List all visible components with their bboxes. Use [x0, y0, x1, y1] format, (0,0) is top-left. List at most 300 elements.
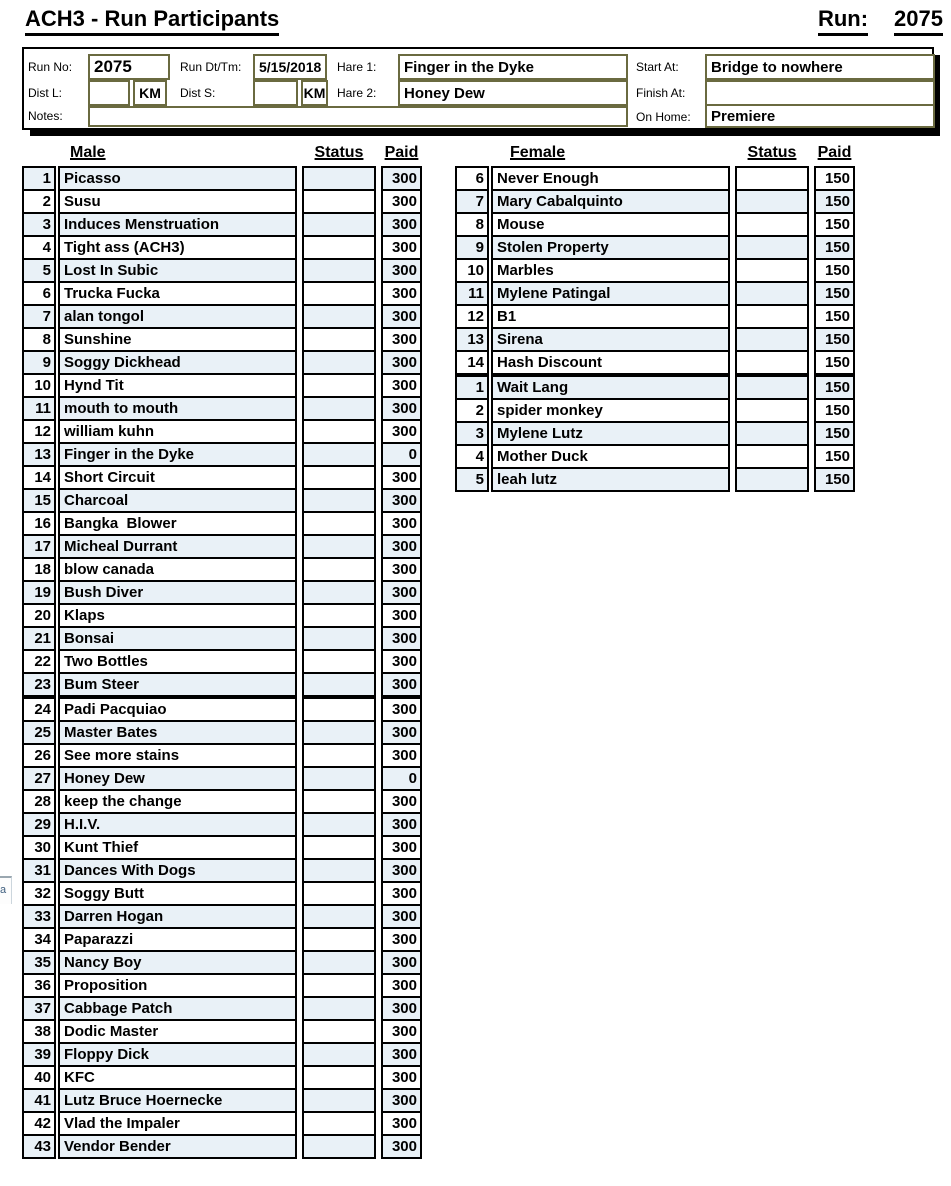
paid-amount-cell[interactable]: 0: [381, 766, 422, 791]
status-cell[interactable]: [302, 973, 376, 998]
paid-amount-cell[interactable]: 300: [381, 580, 422, 605]
page-title: ACH3 - Run Participants: [25, 6, 279, 36]
table-row: [22, 672, 425, 697]
table-row: [22, 1111, 425, 1136]
paid-amount-cell[interactable]: 300: [381, 626, 422, 651]
participant-name-cell[interactable]: Charcoal: [58, 488, 297, 513]
status-cell[interactable]: [302, 904, 376, 929]
row-number-cell[interactable]: 37: [22, 996, 56, 1021]
hare2-field[interactable]: Honey Dew: [398, 80, 628, 106]
status-cell[interactable]: [302, 835, 376, 860]
table-row: [455, 166, 858, 191]
dist-l-label: Dist L:: [28, 86, 63, 100]
table-row: [22, 396, 425, 421]
participant-name-cell[interactable]: Susu: [58, 189, 297, 214]
status-cell[interactable]: [302, 235, 376, 260]
row-number-cell[interactable]: 9: [455, 235, 489, 260]
status-cell[interactable]: [302, 304, 376, 329]
table-row: [455, 327, 858, 352]
on-home-field[interactable]: Premiere: [705, 104, 935, 128]
table-row: [455, 235, 858, 260]
participant-name-cell[interactable]: Dances With Dogs: [58, 858, 297, 883]
status-cell[interactable]: [302, 1042, 376, 1067]
table-row: [22, 626, 425, 651]
status-cell[interactable]: [302, 396, 376, 421]
paid-amount-cell[interactable]: 300: [381, 488, 422, 513]
status-cell[interactable]: [302, 350, 376, 375]
paid-amount-cell[interactable]: 300: [381, 212, 422, 237]
paid-amount-cell[interactable]: 150: [814, 327, 855, 352]
status-cell[interactable]: [302, 789, 376, 814]
finish-at-field[interactable]: [705, 80, 935, 106]
finish-at-label: Finish At:: [636, 86, 686, 100]
paid-amount-cell[interactable]: 150: [814, 304, 855, 329]
participant-name-cell[interactable]: KFC: [58, 1065, 297, 1090]
run-no-field[interactable]: 2075: [88, 54, 170, 80]
row-number-cell[interactable]: 7: [22, 304, 56, 329]
paid-amount-cell[interactable]: 300: [381, 1111, 422, 1136]
row-number-cell[interactable]: 14: [455, 350, 489, 375]
participant-name-cell[interactable]: Bum Steer: [58, 672, 297, 697]
status-cell[interactable]: [302, 511, 376, 536]
paid-amount-cell[interactable]: 300: [381, 396, 422, 421]
paid-amount-cell[interactable]: 150: [814, 398, 855, 423]
status-cell[interactable]: [302, 557, 376, 582]
row-number-cell[interactable]: 11: [22, 396, 56, 421]
status-cell[interactable]: [735, 444, 809, 469]
paid-amount-cell[interactable]: 300: [381, 373, 422, 398]
participant-name-cell[interactable]: Induces Menstruation: [58, 212, 297, 237]
participant-name-cell[interactable]: Sunshine: [58, 327, 297, 352]
status-cell[interactable]: [302, 697, 376, 722]
table-row: [22, 580, 425, 605]
participant-name-cell[interactable]: Bangka Blower: [58, 511, 297, 536]
participant-name-cell[interactable]: Trucka Fucka: [58, 281, 297, 306]
status-cell[interactable]: [735, 304, 809, 329]
row-number-cell[interactable]: 33: [22, 904, 56, 929]
status-cell[interactable]: [302, 258, 376, 283]
table-row: [22, 603, 425, 628]
paid-amount-cell[interactable]: 300: [381, 304, 422, 329]
row-number-cell[interactable]: 40: [22, 1065, 56, 1090]
paid-amount-cell[interactable]: 300: [381, 511, 422, 536]
paid-amount-cell[interactable]: 300: [381, 258, 422, 283]
participant-name-cell[interactable]: Vlad the Impaler: [58, 1111, 297, 1136]
participant-name-cell[interactable]: Lost In Subic: [58, 258, 297, 283]
participant-name-cell[interactable]: Bush Diver: [58, 580, 297, 605]
participant-name-cell[interactable]: william kuhn: [58, 419, 297, 444]
paid-amount-cell[interactable]: 300: [381, 465, 422, 490]
paid-amount-cell[interactable]: 300: [381, 973, 422, 998]
status-cell[interactable]: [302, 465, 376, 490]
participant-name-cell[interactable]: Micheal Durrant: [58, 534, 297, 559]
participant-name-cell[interactable]: B1: [491, 304, 730, 329]
row-number-cell[interactable]: 39: [22, 1042, 56, 1067]
participant-name-cell[interactable]: Floppy Dick: [58, 1042, 297, 1067]
status-cell[interactable]: [302, 858, 376, 883]
paid-amount-cell[interactable]: 300: [381, 858, 422, 883]
participant-name-cell[interactable]: Honey Dew: [58, 766, 297, 791]
participant-name-cell[interactable]: keep the change: [58, 789, 297, 814]
paid-amount-cell[interactable]: 300: [381, 166, 422, 191]
table-row: [22, 419, 425, 444]
paid-amount-cell[interactable]: 150: [814, 235, 855, 260]
table-row: [22, 1065, 425, 1090]
paid-amount-cell[interactable]: 300: [381, 812, 422, 837]
paid-amount-cell[interactable]: 300: [381, 789, 422, 814]
participant-name-cell[interactable]: Finger in the Dyke: [58, 442, 297, 467]
paid-amount-cell[interactable]: 300: [381, 603, 422, 628]
status-cell[interactable]: [302, 996, 376, 1021]
participant-name-cell[interactable]: H.I.V.: [58, 812, 297, 837]
row-number-cell[interactable]: 8: [22, 327, 56, 352]
status-cell[interactable]: [735, 398, 809, 423]
run-number: 2075: [894, 6, 943, 36]
row-number-cell[interactable]: 8: [455, 212, 489, 237]
paid-amount-cell[interactable]: 300: [381, 350, 422, 375]
participant-name-cell[interactable]: Dodic Master: [58, 1019, 297, 1044]
row-number-cell[interactable]: 14: [22, 465, 56, 490]
paid-amount-cell[interactable]: 300: [381, 1042, 422, 1067]
status-cell[interactable]: [302, 927, 376, 952]
row-number-cell[interactable]: 10: [455, 258, 489, 283]
table-row: [22, 858, 425, 883]
row-number-cell[interactable]: 26: [22, 743, 56, 768]
table-row: [22, 304, 425, 329]
participant-name-cell[interactable]: Bonsai: [58, 626, 297, 651]
table-row: [22, 720, 425, 745]
male-paid-column-header: Paid: [384, 144, 419, 161]
row-number-cell[interactable]: 15: [22, 488, 56, 513]
status-cell[interactable]: [735, 350, 809, 375]
status-cell[interactable]: [735, 258, 809, 283]
status-cell[interactable]: [735, 212, 809, 237]
paid-amount-cell[interactable]: 300: [381, 419, 422, 444]
row-number-cell[interactable]: 4: [455, 444, 489, 469]
paid-amount-cell[interactable]: 300: [381, 557, 422, 582]
participant-name-cell[interactable]: See more stains: [58, 743, 297, 768]
male-table: [22, 144, 425, 1159]
status-cell[interactable]: [302, 580, 376, 605]
run-no-label: Run No:: [28, 60, 73, 74]
table-row: [22, 649, 425, 674]
table-row: [455, 421, 858, 446]
table-row: [22, 327, 425, 352]
table-row: [22, 488, 425, 513]
paid-amount-cell[interactable]: 150: [814, 375, 855, 400]
row-number-cell[interactable]: 21: [22, 626, 56, 651]
participant-name-cell[interactable]: Picasso: [58, 166, 297, 191]
row-number-cell[interactable]: 3: [455, 421, 489, 446]
paid-amount-cell[interactable]: 300: [381, 950, 422, 975]
status-cell[interactable]: [302, 373, 376, 398]
status-cell[interactable]: [302, 1111, 376, 1136]
paid-amount-cell[interactable]: 300: [381, 720, 422, 745]
paid-amount-cell[interactable]: 150: [814, 281, 855, 306]
status-cell[interactable]: [735, 421, 809, 446]
female-table-body: [455, 166, 858, 492]
participant-name-cell[interactable]: Mylene Lutz: [491, 421, 730, 446]
row-number-cell[interactable]: 5: [22, 258, 56, 283]
female-table-title: Female: [510, 144, 566, 161]
dist-s-field[interactable]: [253, 80, 298, 106]
paid-amount-cell[interactable]: 150: [814, 189, 855, 214]
paid-amount-cell[interactable]: 300: [381, 1088, 422, 1113]
status-cell[interactable]: [302, 212, 376, 237]
participant-name-cell[interactable]: Sirena: [491, 327, 730, 352]
row-number-cell[interactable]: 6: [455, 166, 489, 191]
table-row: [22, 881, 425, 906]
female-paid-column-header: Paid: [817, 144, 852, 161]
status-cell[interactable]: [302, 766, 376, 791]
row-number-cell[interactable]: 1: [455, 375, 489, 400]
male-table-section: [22, 166, 425, 697]
start-at-label: Start At:: [636, 60, 679, 74]
row-number-cell[interactable]: 35: [22, 950, 56, 975]
female-table-section: [455, 166, 858, 375]
row-number-cell[interactable]: 13: [22, 442, 56, 467]
status-cell[interactable]: [302, 743, 376, 768]
row-number-cell[interactable]: 30: [22, 835, 56, 860]
status-cell[interactable]: [302, 603, 376, 628]
status-cell[interactable]: [735, 235, 809, 260]
status-cell[interactable]: [302, 950, 376, 975]
table-row: [22, 996, 425, 1021]
paid-amount-cell[interactable]: 300: [381, 743, 422, 768]
table-row: [22, 789, 425, 814]
participant-name-cell[interactable]: Marbles: [491, 258, 730, 283]
participant-name-cell[interactable]: Padi Pacquiao: [58, 697, 297, 722]
row-number-cell[interactable]: 6: [22, 281, 56, 306]
participant-name-cell[interactable]: Tight ass (ACH3): [58, 235, 297, 260]
paid-amount-cell[interactable]: 150: [814, 421, 855, 446]
row-number-cell[interactable]: 12: [455, 304, 489, 329]
participant-name-cell[interactable]: Hash Discount: [491, 350, 730, 375]
status-cell[interactable]: [302, 1019, 376, 1044]
participant-name-cell[interactable]: Mylene Patingal: [491, 281, 730, 306]
row-number-cell[interactable]: 38: [22, 1019, 56, 1044]
paid-amount-cell[interactable]: 300: [381, 697, 422, 722]
row-number-cell[interactable]: 22: [22, 649, 56, 674]
paid-amount-cell[interactable]: 300: [381, 649, 422, 674]
status-cell[interactable]: [302, 1134, 376, 1159]
row-number-cell[interactable]: 43: [22, 1134, 56, 1159]
status-cell[interactable]: [302, 649, 376, 674]
status-cell[interactable]: [302, 488, 376, 513]
participant-name-cell[interactable]: Nancy Boy: [58, 950, 297, 975]
row-number-cell[interactable]: 16: [22, 511, 56, 536]
table-row: [22, 812, 425, 837]
row-number-cell[interactable]: 29: [22, 812, 56, 837]
status-cell[interactable]: [302, 1088, 376, 1113]
table-row: [22, 766, 425, 791]
table-row: [455, 189, 858, 214]
participant-name-cell[interactable]: Mouse: [491, 212, 730, 237]
paid-amount-cell[interactable]: 300: [381, 1134, 422, 1159]
participant-name-cell[interactable]: Proposition: [58, 973, 297, 998]
row-number-cell[interactable]: 41: [22, 1088, 56, 1113]
paid-amount-cell[interactable]: 300: [381, 927, 422, 952]
clipped-ui-fragment: a: [0, 876, 12, 904]
participant-name-cell[interactable]: blow canada: [58, 557, 297, 582]
participant-name-cell[interactable]: Hynd Tit: [58, 373, 297, 398]
status-cell[interactable]: [735, 467, 809, 492]
table-row: [22, 1134, 425, 1159]
row-number-cell[interactable]: 13: [455, 327, 489, 352]
row-number-cell[interactable]: 10: [22, 373, 56, 398]
participant-name-cell[interactable]: alan tongol: [58, 304, 297, 329]
run-date-field[interactable]: 5/15/2018: [253, 54, 327, 80]
table-row: [22, 904, 425, 929]
row-number-cell[interactable]: 20: [22, 603, 56, 628]
participant-name-cell[interactable]: Soggy Dickhead: [58, 350, 297, 375]
row-number-cell[interactable]: 17: [22, 534, 56, 559]
row-number-cell[interactable]: 1: [22, 166, 56, 191]
paid-amount-cell[interactable]: 150: [814, 258, 855, 283]
run-number-group: [818, 6, 943, 36]
participant-name-cell[interactable]: Short Circuit: [58, 465, 297, 490]
participant-name-cell[interactable]: spider monkey: [491, 398, 730, 423]
row-number-cell[interactable]: 3: [22, 212, 56, 237]
table-row: [455, 258, 858, 283]
row-number-cell[interactable]: 27: [22, 766, 56, 791]
row-number-cell[interactable]: 34: [22, 927, 56, 952]
table-row: [22, 166, 425, 191]
paid-amount-cell[interactable]: 150: [814, 212, 855, 237]
participant-name-cell[interactable]: Two Bottles: [58, 649, 297, 674]
participant-name-cell[interactable]: Darren Hogan: [58, 904, 297, 929]
participant-name-cell[interactable]: mouth to mouth: [58, 396, 297, 421]
row-number-cell[interactable]: 9: [22, 350, 56, 375]
female-table: [455, 144, 858, 492]
on-home-label: On Home:: [636, 110, 691, 124]
dist-l-unit: KM: [133, 80, 167, 106]
paid-amount-cell[interactable]: 300: [381, 1019, 422, 1044]
table-row: [22, 350, 425, 375]
row-number-cell[interactable]: 25: [22, 720, 56, 745]
participant-name-cell[interactable]: Wait Lang: [491, 375, 730, 400]
paid-amount-cell[interactable]: 300: [381, 235, 422, 260]
female-status-column-header: Status: [747, 144, 797, 161]
table-row: [22, 235, 425, 260]
status-cell[interactable]: [302, 881, 376, 906]
status-cell[interactable]: [302, 672, 376, 697]
paid-amount-cell[interactable]: 300: [381, 534, 422, 559]
status-cell[interactable]: [302, 534, 376, 559]
male-status-column-header: Status: [314, 144, 364, 161]
paid-amount-cell[interactable]: 300: [381, 281, 422, 306]
status-cell[interactable]: [735, 166, 809, 191]
row-number-cell[interactable]: 2: [22, 189, 56, 214]
row-number-cell[interactable]: 2: [455, 398, 489, 423]
paid-amount-cell[interactable]: 300: [381, 881, 422, 906]
participant-name-cell[interactable]: Never Enough: [491, 166, 730, 191]
paid-amount-cell[interactable]: 0: [381, 442, 422, 467]
start-at-field[interactable]: Bridge to nowhere: [705, 54, 935, 80]
status-cell[interactable]: [735, 281, 809, 306]
notes-field[interactable]: [88, 106, 628, 127]
paid-amount-cell[interactable]: 150: [814, 350, 855, 375]
participant-name-cell[interactable]: Paparazzi: [58, 927, 297, 952]
paid-amount-cell[interactable]: 300: [381, 996, 422, 1021]
participant-name-cell[interactable]: Vendor Bender: [58, 1134, 297, 1159]
paid-amount-cell[interactable]: 300: [381, 327, 422, 352]
participant-name-cell[interactable]: Klaps: [58, 603, 297, 628]
male-table-header: [22, 144, 425, 166]
row-number-cell[interactable]: 31: [22, 858, 56, 883]
status-cell[interactable]: [735, 375, 809, 400]
participant-name-cell[interactable]: Mother Duck: [491, 444, 730, 469]
row-number-cell[interactable]: 18: [22, 557, 56, 582]
status-cell[interactable]: [302, 419, 376, 444]
table-row: [22, 534, 425, 559]
paid-amount-cell[interactable]: 300: [381, 672, 422, 697]
row-number-cell[interactable]: 28: [22, 789, 56, 814]
table-row: [22, 212, 425, 237]
paid-amount-cell[interactable]: 150: [814, 467, 855, 492]
status-cell[interactable]: [735, 327, 809, 352]
table-row: [22, 1088, 425, 1113]
table-row: [22, 1019, 425, 1044]
status-cell[interactable]: [302, 281, 376, 306]
table-row: [22, 557, 425, 582]
status-cell[interactable]: [735, 189, 809, 214]
participant-name-cell[interactable]: Master Bates: [58, 720, 297, 745]
status-cell[interactable]: [302, 442, 376, 467]
dist-l-field[interactable]: [88, 80, 130, 106]
table-row: [22, 258, 425, 283]
row-number-cell[interactable]: 32: [22, 881, 56, 906]
participant-name-cell[interactable]: Mary Cabalquinto: [491, 189, 730, 214]
row-number-cell[interactable]: 36: [22, 973, 56, 998]
paid-amount-cell[interactable]: 150: [814, 166, 855, 191]
status-cell[interactable]: [302, 1065, 376, 1090]
paid-amount-cell[interactable]: 300: [381, 1065, 422, 1090]
status-cell[interactable]: [302, 189, 376, 214]
row-number-cell[interactable]: 24: [22, 697, 56, 722]
row-number-cell[interactable]: 19: [22, 580, 56, 605]
table-row: [22, 1042, 425, 1067]
row-number-cell[interactable]: 12: [22, 419, 56, 444]
paid-amount-cell[interactable]: 300: [381, 835, 422, 860]
row-number-cell[interactable]: 5: [455, 467, 489, 492]
status-cell[interactable]: [302, 166, 376, 191]
participant-name-cell[interactable]: Stolen Property: [491, 235, 730, 260]
row-number-cell[interactable]: 4: [22, 235, 56, 260]
participant-name-cell[interactable]: leah lutz: [491, 467, 730, 492]
row-number-cell[interactable]: 42: [22, 1111, 56, 1136]
paid-amount-cell[interactable]: 300: [381, 904, 422, 929]
row-number-cell[interactable]: 7: [455, 189, 489, 214]
paid-amount-cell[interactable]: 150: [814, 444, 855, 469]
table-row: [22, 442, 425, 467]
status-cell[interactable]: [302, 812, 376, 837]
participant-name-cell[interactable]: Cabbage Patch: [58, 996, 297, 1021]
hare1-field[interactable]: Finger in the Dyke: [398, 54, 628, 80]
status-cell[interactable]: [302, 327, 376, 352]
status-cell[interactable]: [302, 626, 376, 651]
paid-amount-cell[interactable]: 300: [381, 189, 422, 214]
participant-name-cell[interactable]: Soggy Butt: [58, 881, 297, 906]
table-row: [22, 950, 425, 975]
row-number-cell[interactable]: 23: [22, 672, 56, 697]
participant-name-cell[interactable]: Lutz Bruce Hoernecke: [58, 1088, 297, 1113]
status-cell[interactable]: [302, 720, 376, 745]
row-number-cell[interactable]: 11: [455, 281, 489, 306]
table-row: [455, 212, 858, 237]
male-table-section: [22, 697, 425, 1159]
participant-name-cell[interactable]: Kunt Thief: [58, 835, 297, 860]
